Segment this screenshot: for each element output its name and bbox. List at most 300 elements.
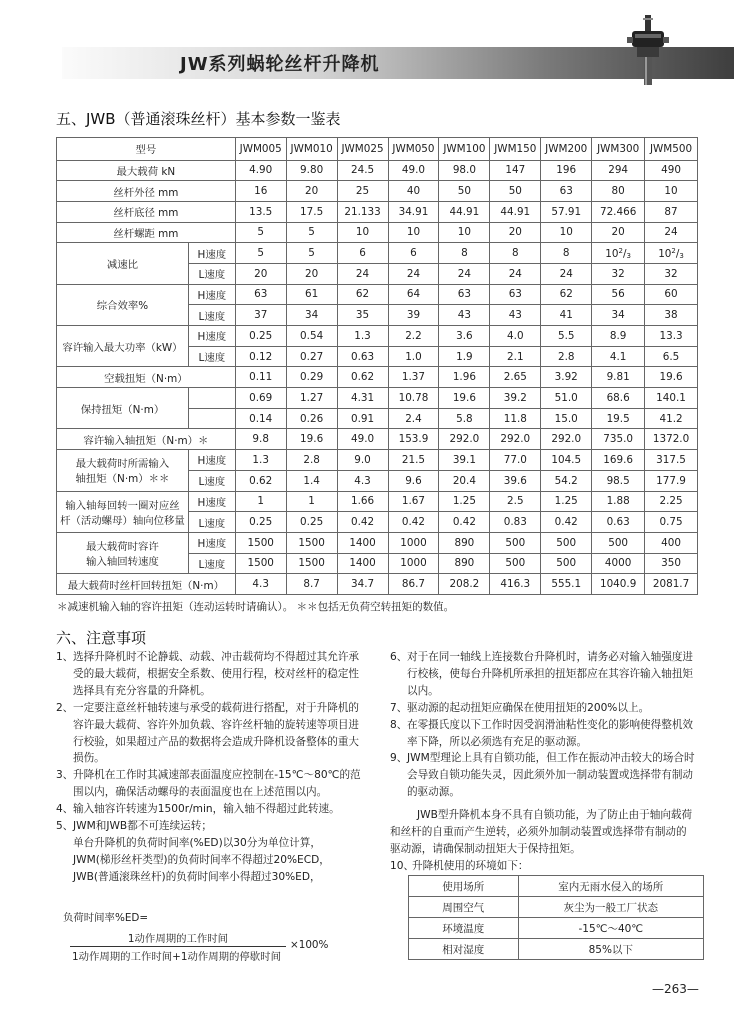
- table-cell: 500: [541, 553, 592, 574]
- row-label: 丝杆螺距 mm: [57, 222, 236, 243]
- table-cell: 19.5: [592, 408, 645, 429]
- fraction-slash: /: [622, 247, 627, 260]
- table-row: [57, 138, 698, 161]
- table-cell: 0.83: [490, 512, 541, 533]
- table-cell: 196: [541, 160, 592, 181]
- note-item: [390, 858, 710, 875]
- table-cell: 9.0: [337, 450, 388, 471]
- table-cell: 60: [645, 284, 698, 305]
- table-cell: 19.6: [645, 367, 698, 388]
- table-cell: 34: [592, 305, 645, 326]
- note-line: 选择升降机时不论静载、动载、冲击载荷均不得超过其允许承: [73, 651, 360, 663]
- note-line: 行校验，如果超过产品的数据将会造成升降机设备整体的重大: [73, 735, 360, 748]
- table-cell: 400: [645, 532, 698, 553]
- note-line: 以内。: [407, 684, 439, 697]
- fraction-slash: /: [675, 247, 680, 260]
- table-cell: 2081.7: [645, 574, 698, 595]
- model-cell: JWM500: [645, 138, 698, 161]
- fraction-num: 2: [671, 246, 676, 255]
- env-key: 相对湿度: [409, 939, 519, 960]
- model-cell: JWM025: [337, 138, 388, 161]
- table-cell: 2.4: [388, 408, 439, 429]
- table-cell: 0.63: [592, 512, 645, 533]
- table-cell: 39.6: [490, 470, 541, 491]
- table-cell: 1400: [337, 532, 388, 553]
- speed-label: L速度: [188, 263, 235, 284]
- table-cell: 62: [541, 284, 592, 305]
- note-item: [56, 649, 376, 700]
- table-cell: 39: [388, 305, 439, 326]
- table-cell: 6: [388, 243, 439, 264]
- table-cell: 6: [337, 243, 388, 264]
- page-number: —263—: [652, 982, 699, 996]
- table-cell: 500: [541, 532, 592, 553]
- table-cell: 54.2: [541, 470, 592, 491]
- speed-label: L速度: [188, 470, 235, 491]
- table-row: [409, 918, 704, 939]
- table-cell: 11.8: [490, 408, 541, 429]
- env-value: 室内无雨水侵入的场所: [518, 876, 703, 897]
- table-cell: 49.0: [337, 429, 388, 450]
- note-line: JWM(梯形丝杆类型)的负荷时间率不得超过20%ECD，: [73, 853, 330, 866]
- table-cell: 43: [490, 305, 541, 326]
- table-cell: 1500: [235, 532, 286, 553]
- note-number: 8、: [390, 718, 408, 731]
- note-number: 3、: [56, 769, 74, 782]
- row-label: 丝杆外径 mm: [57, 181, 236, 202]
- row-label: 最大载荷时丝杆回转扭矩（N·m）: [57, 574, 236, 595]
- table-cell: 44.91: [490, 201, 541, 222]
- table-row: [57, 367, 698, 388]
- jwb-paragraph: [390, 807, 710, 858]
- note-number: 2、: [56, 701, 74, 714]
- note5-detail: [56, 835, 376, 886]
- table-cell: 0.26: [286, 408, 337, 429]
- table-cell: 20: [490, 222, 541, 243]
- table-cell: 41: [541, 305, 592, 326]
- table-cell: 1.3: [235, 450, 286, 471]
- note-line: 选择具有充分容量的升降机。: [73, 684, 211, 697]
- table-cell: 2.5: [490, 491, 541, 512]
- table-cell: 9.8: [235, 429, 286, 450]
- note-number: 10、: [390, 859, 415, 872]
- row-label-line: 最大载荷时所需输入: [75, 458, 170, 471]
- table-cell: 1.37: [388, 367, 439, 388]
- table-row: [57, 201, 698, 222]
- table-cell: 9.80: [286, 160, 337, 181]
- table-cell: 0.42: [439, 512, 490, 533]
- table-cell: 1500: [286, 553, 337, 574]
- note-line: 率下降，所以必须选有充足的驱动源。: [407, 735, 588, 748]
- table-cell: 4.31: [337, 388, 388, 409]
- environment-table: [408, 875, 704, 960]
- fraction-den: 3: [626, 251, 631, 260]
- table-row: [57, 326, 698, 347]
- table-cell: 32: [645, 263, 698, 284]
- speed-label: L速度: [188, 512, 235, 533]
- note-number: 1、: [56, 651, 74, 663]
- table-cell: 5: [286, 243, 337, 264]
- table-cell: 416.3: [490, 574, 541, 595]
- note-item: [390, 700, 710, 717]
- table-row: [409, 897, 704, 918]
- note-line: 和丝杆的自重而产生逆转，必须外加制动装置或选择带有制动的: [390, 826, 687, 839]
- note-line: 行校核，使每台升降机所承担的扭矩都应在其容许输入轴扭矩: [407, 667, 694, 680]
- table-cell: 64: [388, 284, 439, 305]
- row-label: 减速比: [57, 243, 189, 284]
- table-cell: 25: [337, 181, 388, 202]
- table-cell: 56: [592, 284, 645, 305]
- table-cell: 20: [592, 222, 645, 243]
- table-cell: 24: [337, 263, 388, 284]
- formula-numerator: 1动作周期的工作时间: [70, 930, 286, 947]
- note-item: [56, 700, 376, 768]
- table-cell: 50: [439, 181, 490, 202]
- table-cell: 0.29: [286, 367, 337, 388]
- speed-label-empty: [188, 408, 235, 429]
- table-cell: 292.0: [439, 429, 490, 450]
- table-cell: 10: [337, 222, 388, 243]
- row-label: [57, 532, 189, 573]
- table-cell: 24: [490, 263, 541, 284]
- table-cell: 17.5: [286, 201, 337, 222]
- table-row: [57, 388, 698, 409]
- notes-left-column: [56, 649, 376, 886]
- note-line: 单台升降机的负荷时间率(%ED)以30分为单位计算，: [73, 836, 321, 849]
- table-cell: 169.6: [592, 450, 645, 471]
- table-cell: 1: [286, 491, 337, 512]
- formula-denominator: 1动作周期的工作时间+1动作周期的停歇时间: [72, 951, 281, 963]
- table-cell: 49.0: [388, 160, 439, 181]
- table-cell: 147: [490, 160, 541, 181]
- table-cell: 8: [439, 243, 490, 264]
- speed-label: H速度: [188, 243, 235, 264]
- note-line: 的驱动源。: [407, 786, 460, 799]
- env-key: 周围空气: [409, 897, 519, 918]
- table-cell: 1: [235, 491, 286, 512]
- table-cell: 1040.9: [592, 574, 645, 595]
- section6-title: 六、注意事项: [56, 629, 147, 647]
- table-cell: 80: [592, 181, 645, 202]
- table-cell: 8.9: [592, 326, 645, 347]
- table-cell: 68.6: [592, 388, 645, 409]
- env-key: 使用场所: [409, 876, 519, 897]
- table-cell: 890: [439, 532, 490, 553]
- table-cell: 0.62: [235, 470, 286, 491]
- table-cell: 0.25: [286, 512, 337, 533]
- note-line: JWM和JWB都不可连续运转；: [73, 820, 212, 833]
- table-cell: 5.5: [541, 326, 592, 347]
- formula-multiplier: ×100%: [290, 939, 329, 951]
- table-row: [57, 450, 698, 471]
- table-cell: 294: [592, 160, 645, 181]
- table-cell: 13.3: [645, 326, 698, 347]
- table-cell: 0.42: [337, 512, 388, 533]
- row-label: 型号: [57, 138, 236, 161]
- section5-title: 五、JWB（普通滚珠丝杆）基本参数一鉴表: [56, 110, 341, 128]
- table-row: [57, 429, 698, 450]
- fraction-int: 10: [658, 247, 672, 260]
- table-cell: 19.6: [286, 429, 337, 450]
- table-cell: 13.5: [235, 201, 286, 222]
- note-item: [390, 750, 710, 801]
- table-cell: 0.25: [235, 512, 286, 533]
- table-cell: 1.25: [541, 491, 592, 512]
- note-item: [390, 649, 710, 700]
- table-cell: 20: [286, 263, 337, 284]
- table-row: [57, 181, 698, 202]
- table-cell: 1.25: [439, 491, 490, 512]
- note-line: 升降机在工作时其减速部表面温度应控制在-15℃～80℃的范: [73, 769, 361, 782]
- table-cell: 21.133: [337, 201, 388, 222]
- table-row: [57, 222, 698, 243]
- table-row: [409, 876, 704, 897]
- note-line: 一定要注意丝杆轴转速与承受的载荷进行搭配，对于升降机的: [73, 701, 360, 714]
- speed-label: H速度: [188, 450, 235, 471]
- table-cell: 10: [388, 222, 439, 243]
- table-cell: 34.91: [388, 201, 439, 222]
- table-row: [57, 532, 698, 553]
- table-row: [57, 243, 698, 264]
- table-cell: 292.0: [541, 429, 592, 450]
- row-label-line: 输入轴回转速度: [86, 556, 159, 569]
- parameter-table: [56, 137, 698, 595]
- table-cell: 177.9: [645, 470, 698, 491]
- speed-label: H速度: [188, 532, 235, 553]
- table-cell: 9.81: [592, 367, 645, 388]
- table-cell: 0.42: [388, 512, 439, 533]
- table-cell: 4.3: [337, 470, 388, 491]
- note-line: 对于在同一轴线上连接数台升降机时，请务必对输入轴强度进: [407, 651, 694, 663]
- table-cell: 20: [286, 181, 337, 202]
- row-label-line: 最大载荷时容许: [86, 541, 159, 554]
- table-cell: 61: [286, 284, 337, 305]
- table-cell: 34.7: [337, 574, 388, 595]
- table-cell: 0.42: [541, 512, 592, 533]
- note-line: 会导致自锁功能失灵，因此须外加一制动装置或选择带有制动: [407, 769, 694, 782]
- model-cell: JWM100: [439, 138, 490, 161]
- table-cell: 40: [388, 181, 439, 202]
- speed-label-empty: [188, 388, 235, 409]
- table-cell: 62: [337, 284, 388, 305]
- table-cell: 4.1: [592, 346, 645, 367]
- env-key: 环境温度: [409, 918, 519, 939]
- table-cell: 5: [286, 222, 337, 243]
- table-cell: 3.6: [439, 326, 490, 347]
- table-cell: 41.2: [645, 408, 698, 429]
- table-cell: 4.0: [490, 326, 541, 347]
- table-cell: 72.466: [592, 201, 645, 222]
- model-cell: JWM005: [235, 138, 286, 161]
- table-cell: 0.91: [337, 408, 388, 429]
- table-cell: 1.88: [592, 491, 645, 512]
- row-label: 保持扭矩（N·m）: [57, 388, 189, 429]
- table-cell: 500: [490, 553, 541, 574]
- row-label: [57, 491, 189, 532]
- table-cell: 1000: [388, 553, 439, 574]
- table-cell: 50: [490, 181, 541, 202]
- table-cell: 104.5: [541, 450, 592, 471]
- page-header-title: JW系列蜗轮丝杆升降机: [180, 54, 380, 75]
- table-cell: 0.54: [286, 326, 337, 347]
- row-label: 丝杆底径 mm: [57, 201, 236, 222]
- model-cell: JWM010: [286, 138, 337, 161]
- table-cell: 0.14: [235, 408, 286, 429]
- speed-label: H速度: [188, 491, 235, 512]
- table-cell: 153.9: [388, 429, 439, 450]
- table-cell: 9.6: [388, 470, 439, 491]
- table-cell: 19.6: [439, 388, 490, 409]
- note-line: 驱动源，请确保制动扭矩大于保持扭矩。: [390, 842, 581, 855]
- table-cell: 2.8: [286, 450, 337, 471]
- formula-label: 负荷时间率%ED=: [63, 912, 149, 924]
- table-cell: 24.5: [337, 160, 388, 181]
- table-cell: 1000: [388, 532, 439, 553]
- model-cell: JWM300: [592, 138, 645, 161]
- row-label: 空载扭矩（N·m）: [57, 367, 236, 388]
- table-cell: 0.63: [337, 346, 388, 367]
- table-cell: 1.27: [286, 388, 337, 409]
- note-item: [56, 801, 376, 818]
- table-cell: 24: [388, 263, 439, 284]
- table-cell: 20.4: [439, 470, 490, 491]
- table-cell: 4.3: [235, 574, 286, 595]
- table-cell: 5.8: [439, 408, 490, 429]
- table-cell: 63: [490, 284, 541, 305]
- note-number: 6、: [390, 651, 408, 663]
- table-cell: 1.96: [439, 367, 490, 388]
- table-cell: 2.2: [388, 326, 439, 347]
- model-cell: JWM200: [541, 138, 592, 161]
- table-cell: 1.3: [337, 326, 388, 347]
- table-cell: 735.0: [592, 429, 645, 450]
- table-cell: 0.75: [645, 512, 698, 533]
- table-cell: 24: [645, 222, 698, 243]
- note-line: JWB型升降机本身不具有自锁功能，为了防止由于轴向载荷: [417, 809, 693, 822]
- table-cell: 37: [235, 305, 286, 326]
- table-cell: 1500: [286, 532, 337, 553]
- row-label: 最大载荷 kN: [57, 160, 236, 181]
- table-cell: 1372.0: [645, 429, 698, 450]
- row-label-line: 输入轴每回转一圈对应丝: [65, 499, 180, 512]
- table-cell: 63: [439, 284, 490, 305]
- table-cell: 39.1: [439, 450, 490, 471]
- table-cell: 0.27: [286, 346, 337, 367]
- fraction-int: 10: [605, 247, 619, 260]
- table-cell: 21.5: [388, 450, 439, 471]
- table-cell: 43: [439, 305, 490, 326]
- env-value: 灰尘为一般工厂状态: [518, 897, 703, 918]
- table-cell: 2.8: [541, 346, 592, 367]
- table-cell: 500: [592, 532, 645, 553]
- table-cell: 24: [541, 263, 592, 284]
- table-cell: 98.5: [592, 470, 645, 491]
- note-item: [56, 818, 376, 835]
- table-cell: 1.67: [388, 491, 439, 512]
- env-value: 85%以下: [518, 939, 703, 960]
- speed-label: H速度: [188, 326, 235, 347]
- table-cell: 39.2: [490, 388, 541, 409]
- speed-label: L速度: [188, 553, 235, 574]
- table-cell: 0.12: [235, 346, 286, 367]
- note-number: 4、: [56, 803, 74, 816]
- note-line: JWB(普通滚珠丝杆)的负荷时间率小得超过30%ED，: [73, 870, 321, 883]
- note-number: 9、: [390, 752, 408, 765]
- row-label-line: 轴扭矩（N·m）＊＊: [75, 473, 170, 486]
- note-number: 7、: [390, 701, 408, 714]
- table-cell: 10: [645, 181, 698, 202]
- table-cell: 5: [235, 243, 286, 264]
- row-label-line: 杆（活动螺母）轴向位移量: [60, 514, 185, 527]
- table-cell: 38: [645, 305, 698, 326]
- table-cell: 5: [235, 222, 286, 243]
- table-row: [57, 491, 698, 512]
- table-cell: 1.0: [388, 346, 439, 367]
- model-cell: JWM150: [490, 138, 541, 161]
- table-cell: 24: [439, 263, 490, 284]
- table-cell: 140.1: [645, 388, 698, 409]
- table-cell: 4000: [592, 553, 645, 574]
- table-cell: 57.91: [541, 201, 592, 222]
- note-item: [56, 767, 376, 801]
- table-cell: 1.66: [337, 491, 388, 512]
- table-cell: 1500: [235, 553, 286, 574]
- fraction-num: 2: [618, 246, 623, 255]
- note-line: JWM型理论上具有自锁功能，但工作在振动冲击较大的场合时: [407, 752, 695, 765]
- table-cell: 1400: [337, 553, 388, 574]
- speed-label: L速度: [188, 305, 235, 326]
- table-cell: 890: [439, 553, 490, 574]
- table-cell: 20: [235, 263, 286, 284]
- lift-machine-image: [626, 15, 670, 87]
- table-cell: 32: [592, 263, 645, 284]
- table-cell: 317.5: [645, 450, 698, 471]
- table-cell: 0.62: [337, 367, 388, 388]
- table-cell: 1.4: [286, 470, 337, 491]
- table-cell: [592, 243, 645, 264]
- table-cell: 77.0: [490, 450, 541, 471]
- table-cell: 292.0: [490, 429, 541, 450]
- table-cell: 2.1: [490, 346, 541, 367]
- note-line: 围以内，确保活动螺母的表面温度也在上述范围以内。: [73, 786, 328, 799]
- row-label: [57, 450, 189, 491]
- note-line: 输入轴容许转速为1500r/min，输入轴不得超过此转速。: [73, 803, 340, 816]
- table-cell: 0.11: [235, 367, 286, 388]
- table-cell: 10: [439, 222, 490, 243]
- table-cell: 1.9: [439, 346, 490, 367]
- notes-right-column: [390, 649, 710, 875]
- table-cell: 3.92: [541, 367, 592, 388]
- table-cell: 63: [541, 181, 592, 202]
- table-cell: 15.0: [541, 408, 592, 429]
- table-cell: 208.2: [439, 574, 490, 595]
- row-label: 容许输入轴扭矩（N·m）＊: [57, 429, 236, 450]
- table-cell: 490: [645, 160, 698, 181]
- table-cell: 10.78: [388, 388, 439, 409]
- speed-label: H速度: [188, 284, 235, 305]
- table-cell: 87: [645, 201, 698, 222]
- note-line: 升降机使用的环境如下：: [412, 859, 529, 872]
- table-cell: 350: [645, 553, 698, 574]
- table-cell: [645, 243, 698, 264]
- table-cell: 86.7: [388, 574, 439, 595]
- table-cell: 500: [490, 532, 541, 553]
- table-cell: 16: [235, 181, 286, 202]
- note-line: 容许最大载荷、容许外加负载、容许丝杆轴的旋转速等项目进: [73, 718, 360, 731]
- table-cell: 8: [490, 243, 541, 264]
- model-cell: JWM050: [388, 138, 439, 161]
- note-line: 在零摄氏度以下工作时因受润滑油粘性变化的影响使得整机效: [407, 718, 694, 731]
